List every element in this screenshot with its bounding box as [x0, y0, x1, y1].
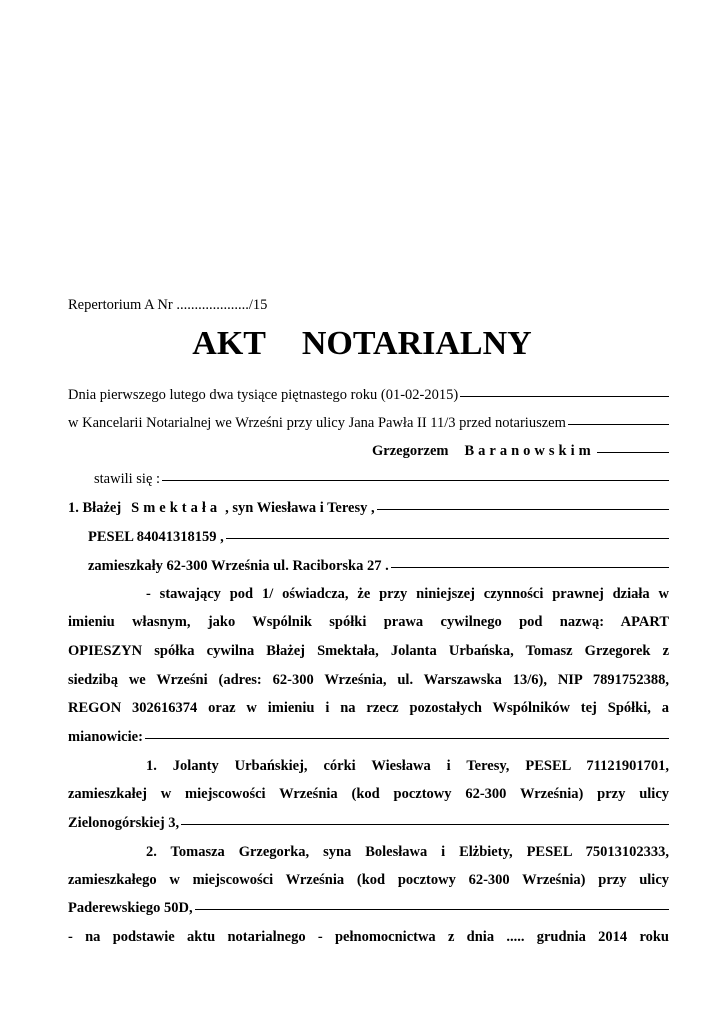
party-1-firstname: 1. Błażej: [68, 500, 122, 516]
notary-first-name: Grzegorzem: [372, 443, 449, 459]
party-1-parents: , syn Wiesława i Teresy ,: [225, 500, 375, 516]
filler-line: [568, 424, 669, 425]
notary-line: [372, 442, 669, 460]
filler-line: [195, 909, 669, 910]
partner-2-line-3: [68, 899, 669, 917]
declaration-line-1: - stawający pod 1/ oświadcza, że przy niniejszej czynności prawnej działa w: [146, 586, 669, 602]
declaration-line-3: OPIESZYN spółka cywilna Błażej Smektała, Jolanta Urbańska, Tomasz Grzegorek z: [68, 643, 669, 659]
partner-1-line-3: [68, 814, 669, 832]
party-1-pesel: PESEL 84041318159 ,: [88, 529, 224, 545]
filler-line: [162, 480, 669, 481]
declaration-line-4: siedzibą we Wrześni (adres: 62-300 Września, ul. Warszawska 13/6), NIP 7891752388,: [68, 672, 669, 688]
date-text: Dnia pierwszego lutego dwa tysiące piętnastego roku (01-02-2015): [68, 387, 459, 403]
power-of-attorney-line: - na podstawie aktu notarialnego - pełnomocnictwa z dnia ..... grudnia 2014 roku: [68, 929, 669, 945]
namely-text: mianowicie:: [68, 729, 143, 745]
document-title: AKT NOTARIALNY: [192, 325, 532, 362]
declaration-line-2: imieniu własnym, jako Wspólnik spółki prawa cywilnego pod nazwą: APART: [68, 614, 669, 630]
office-text: w Kancelarii Notarialnej we Wrześni przy ulicy Jana Pawła II 11/3 przed notariuszem: [68, 415, 566, 431]
partner-1-street: Zielonogórskiej 3,: [68, 815, 180, 831]
partner-2-line-1: 2. Tomasza Grzegorka, syna Bolesława i Elżbiety, PESEL 75013102333,: [146, 844, 669, 860]
party-1-address-line: [88, 557, 669, 575]
notary-last-name: Baranowskim: [464, 443, 595, 459]
filler-line: [181, 824, 669, 825]
appeared-text: stawili się :: [94, 471, 161, 487]
filler-line: [145, 738, 669, 739]
partner-2-line-2: zamieszkałego w miejscowości Września (kod pocztowy 62-300 Września) przy ulicy: [68, 872, 669, 888]
partner-1-line-1: 1. Jolanty Urbańskiej, córki Wiesława i Teresy, PESEL 71121901701,: [146, 758, 669, 774]
partner-1-line-2: zamieszkałej w miejscowości Września (kod pocztowy 62-300 Września) przy ulicy: [68, 786, 669, 802]
party-1-address: zamieszkały 62-300 Września ul. Raciborska 27 .: [88, 558, 389, 574]
repertorium-number: Repertorium A Nr ..................../15: [68, 297, 268, 313]
filler-line: [377, 509, 669, 510]
party-1-surname: Smektała: [131, 500, 222, 516]
filler-line: [391, 567, 669, 568]
filler-line: [226, 538, 669, 539]
namely-line: [68, 728, 669, 746]
date-line: [68, 386, 669, 404]
partner-2-street: Paderewskiego 50D,: [68, 900, 193, 916]
party-1-name-line: [68, 499, 669, 517]
party-1-pesel-line: [88, 528, 669, 546]
filler-line: [597, 452, 669, 453]
office-line: [68, 414, 669, 432]
appeared-line: [94, 470, 669, 488]
filler-line: [460, 396, 669, 397]
declaration-line-5: REGON 302616374 oraz w imieniu i na rzecz pozostałych Wspólników tej Spółki, a: [68, 700, 669, 716]
repertorium-line: [68, 296, 669, 314]
